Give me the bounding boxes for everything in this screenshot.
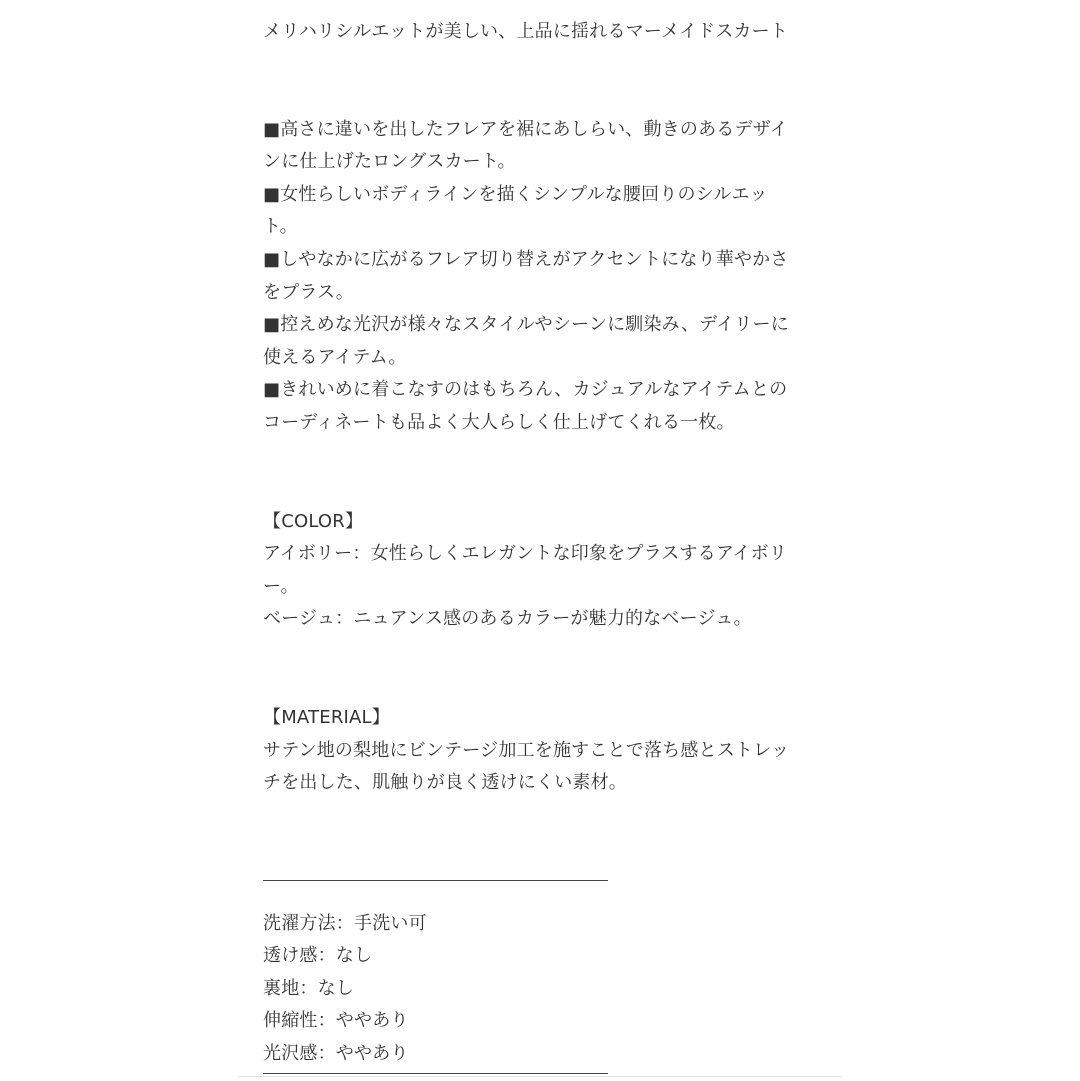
feature-line: をプラス。 bbox=[263, 281, 354, 303]
spec-line: 透け感：なし bbox=[263, 945, 373, 967]
material-line: チを出した、肌触りが良く透けにくい素材。 bbox=[263, 772, 627, 794]
color-line: ベージュ：ニュアンス感のあるカラーが魅力的なベージュ。 bbox=[263, 608, 752, 630]
tagline: メリハリシルエットが美しい、上品に揺れるマーメイドスカート bbox=[263, 21, 789, 42]
feature-line: ■高さに違いを出したフレアを裾にあしらい、動きのあるデザイ bbox=[263, 118, 788, 140]
spacer bbox=[263, 636, 808, 702]
description-text-block bbox=[263, 16, 808, 1071]
feature-line: ■きれいめに着こなすのはもちろん、カジュアルなアイテムとの bbox=[263, 379, 788, 401]
spacer bbox=[263, 800, 808, 866]
spec-line: 伸縮性：ややあり bbox=[263, 1010, 409, 1032]
feature-line: コーディネートも品よく大人らしく仕上げてくれる一枚。 bbox=[263, 411, 735, 433]
spec-line: 裏地：なし bbox=[263, 977, 354, 999]
feature-line: ト。 bbox=[263, 216, 298, 238]
feature-line: ■女性らしいボディラインを描くシンプルな腰回りのシルエッ bbox=[263, 183, 768, 205]
divider-bottom bbox=[263, 1073, 608, 1074]
material-heading: 【MATERIAL】 bbox=[263, 706, 390, 728]
spacer bbox=[263, 49, 808, 114]
spacer bbox=[263, 866, 808, 908]
color-line: アイボリー：女性らしくエレガントな印象をプラスするアイボリ bbox=[263, 543, 788, 565]
feature-line: ■しやなかに広がるフレア切り替えがアクセントになり華やかさ bbox=[263, 248, 789, 270]
color-line: ー。 bbox=[263, 575, 299, 597]
feature-line: ■控えめな光沢が様々なスタイルやシーンに馴染み、デイリーに bbox=[263, 314, 789, 336]
color-heading: 【COLOR】 bbox=[263, 510, 364, 532]
feature-line: 使えるアイテム。 bbox=[263, 346, 407, 368]
divider-top bbox=[263, 880, 608, 881]
spec-line: 洗濯方法：手洗い可 bbox=[263, 912, 427, 934]
material-line: サテン地の梨地にビンテージ加工を施すことで落ち感とストレッ bbox=[263, 739, 790, 761]
spacer bbox=[263, 440, 808, 506]
feature-line: ンに仕上げたロングスカート。 bbox=[263, 151, 516, 173]
spec-line: 光沢感：ややあり bbox=[263, 1043, 409, 1065]
bottom-edge bbox=[238, 1076, 842, 1081]
